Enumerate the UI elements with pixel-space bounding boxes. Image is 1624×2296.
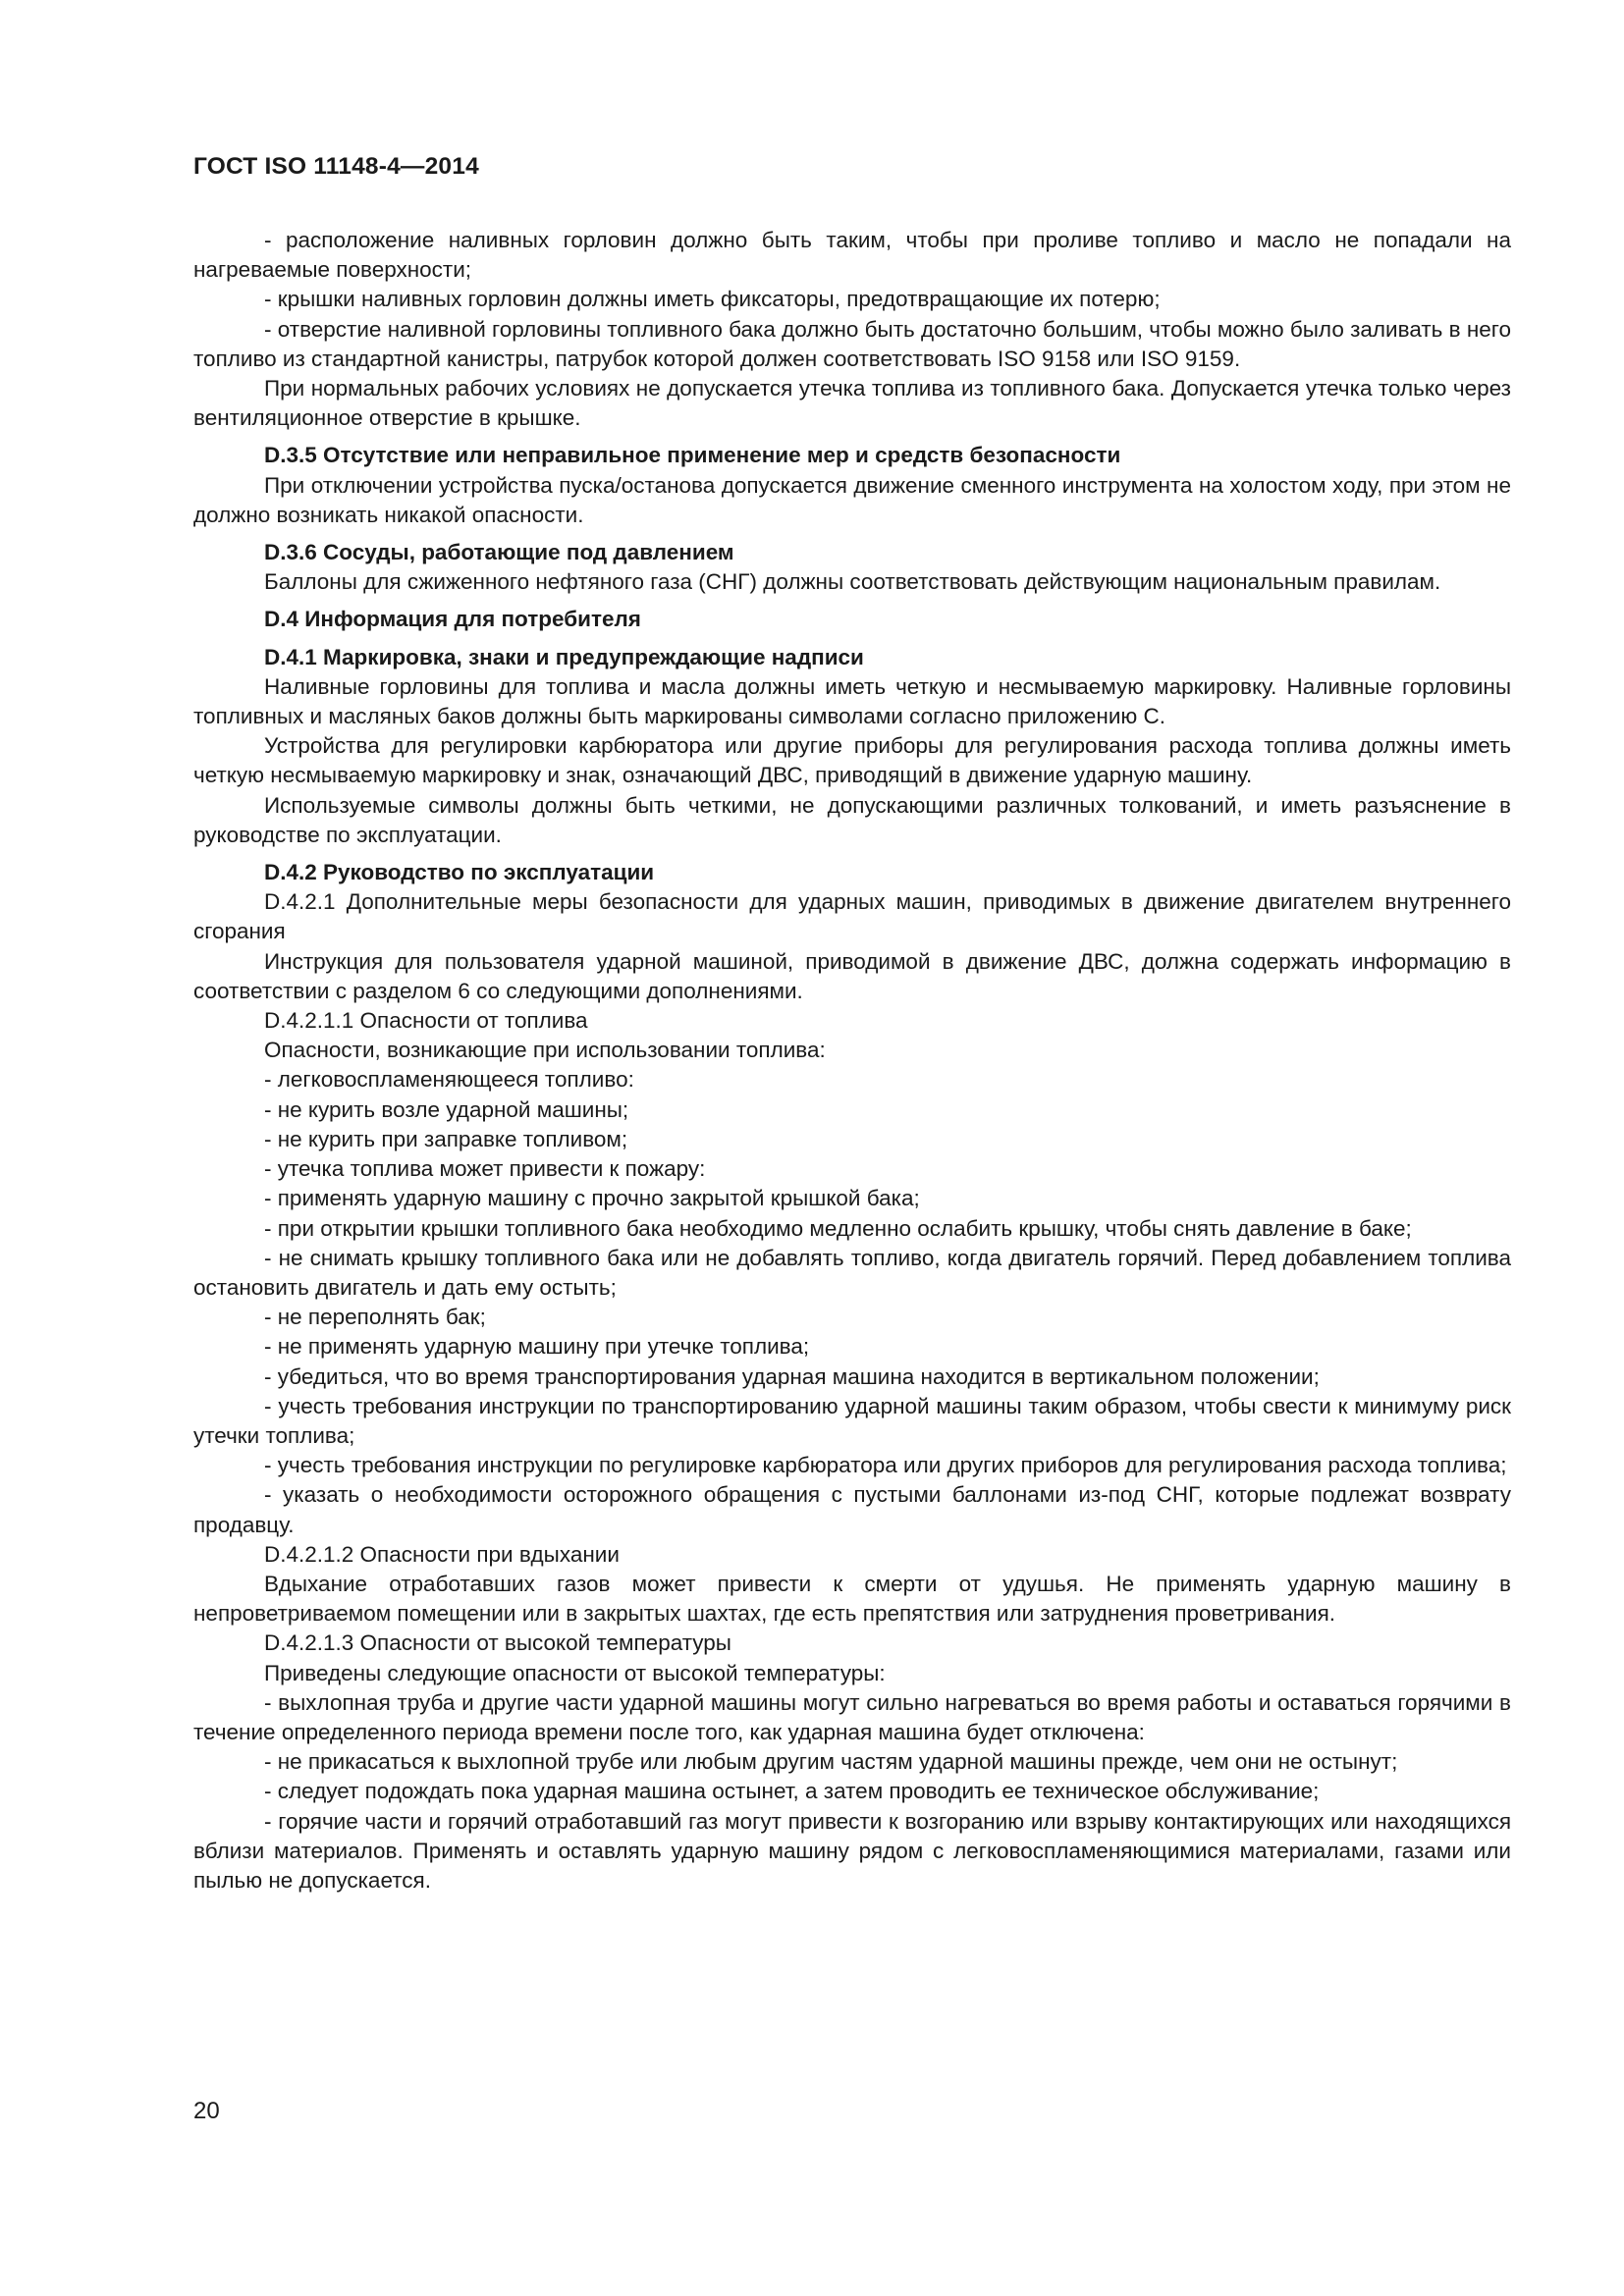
paragraph: При отключении устройства пуска/останова допускается движение сменного инструмента на холостом ходу, при этом не должно возникать никакой опасности. <box>193 472 1511 527</box>
section-heading: D.4.2 Руководство по эксплуатации <box>264 860 655 885</box>
section-heading: D.4.1 Маркировка, знаки и предупреждающие надписи <box>264 644 864 669</box>
page-number: 20 <box>193 2098 220 2124</box>
list-item: - не курить при заправке топливом; <box>264 1126 628 1151</box>
list-item: - не прикасаться к выхлопной трубе или любым другим частям ударной машины прежде, чем они не остынут; <box>264 1749 1398 1775</box>
list-item: - следует подождать пока ударная машина остынет, а затем проводить ее техническое обслуживание; <box>264 1779 1320 1804</box>
list-item: - учесть требования инструкции по регулировке карбюратора или других приборов для регулирования расхода топлива; <box>264 1453 1507 1478</box>
paragraph: - крышки наливных горловин должны иметь фиксаторы, предотвращающие их потерю; <box>264 287 1161 312</box>
paragraph: - расположение наливных горловин должно быть таким, чтобы при проливе топливо и масло не попадали на нагреваемые поверхности; <box>193 228 1511 283</box>
document-body <box>193 226 1511 1896</box>
paragraph: При нормальных рабочих условиях не допускается утечка топлива из топливного бака. Допускается утечка только через вентиляционное отверстие в крышке. <box>193 376 1511 431</box>
list-item: - убедиться, что во время транспортирования ударная машина находится в вертикальном положении; <box>264 1363 1320 1389</box>
list-item: - выхлопная труба и другие части ударной машины могут сильно нагреваться во время работы и оставаться горячими в течение определенного периода времени после того, как ударная машина будет отключена: <box>193 1689 1511 1744</box>
list-item: - горячие части и горячий отработавший газ могут привести к возгоранию или взрыву контактирующих или находящихся вблизи материалов. Применять и оставлять ударную машину рядом с легковоспламеняющимися материалами, газами или пылью не допускается. <box>193 1808 1511 1893</box>
paragraph: Опасности, возникающие при использовании топлива: <box>264 1038 826 1063</box>
paragraph: Наливные горловины для топлива и масла должны иметь четкую и несмываемую маркировку. Наливные горловины топливных и масляных баков должны быть маркированы символами согласно приложению С. <box>193 673 1511 729</box>
list-item: - утечка топлива может привести к пожару: <box>264 1156 706 1182</box>
section-heading: D.3.5 Отсутствие или неправильное применение мер и средств безопасности <box>264 443 1121 468</box>
section-heading: D.4 Информация для потребителя <box>264 607 641 632</box>
list-item: - при открытии крышки топливного бака необходимо медленно ослабить крышку, чтобы снять давление в баке; <box>264 1215 1412 1241</box>
list-item: - не применять ударную машину при утечке топлива; <box>264 1334 810 1360</box>
paragraph: Вдыхание отработавших газов может привести к смерти от удушья. Не применять ударную машину в непроветриваемом помещении или в закрытых шахтах, где есть препятствия или затруднения проветривания. <box>193 1571 1511 1627</box>
list-item: - не курить возле ударной машины; <box>264 1096 629 1122</box>
paragraph: D.4.2.1.2 Опасности при вдыхании <box>264 1541 620 1567</box>
paragraph: D.4.2.1.3 Опасности от высокой температуры <box>264 1630 731 1656</box>
paragraph: Инструкция для пользователя ударной машиной, приводимой в движение ДВС, должна содержать информацию в соответствии с разделом 6 со следующими дополнениями. <box>193 948 1511 1003</box>
paragraph: D.4.2.1.1 Опасности от топлива <box>264 1008 588 1034</box>
paragraph: Баллоны для сжиженного нефтяного газа (СНГ) должны соответствовать действующим национальным правилам. <box>264 569 1441 595</box>
list-item: - не переполнять бак; <box>264 1305 486 1330</box>
section-heading: D.3.6 Сосуды, работающие под давлением <box>264 540 734 565</box>
document-header: ГОСТ ISO 11148-4—2014 <box>193 153 479 180</box>
list-item: - не снимать крышку топливного бака или не добавлять топливо, когда двигатель горячий. Перед добавлением топлива остановить двигатель и дать ему остыть; <box>193 1245 1511 1300</box>
list-item: - указать о необходимости осторожного обращения с пустыми баллонами из-под СНГ, которые подлежат возврату продавцу. <box>193 1482 1511 1537</box>
paragraph: D.4.2.1 Дополнительные меры безопасности для ударных машин, приводимых в движение двигателем внутреннего сгорания <box>193 889 1511 944</box>
paragraph: Приведены следующие опасности от высокой температуры: <box>264 1660 886 1685</box>
list-item: - применять ударную машину с прочно закрытой крышкой бака; <box>264 1186 920 1211</box>
list-item: - легковоспламеняющееся топливо: <box>264 1067 634 1093</box>
list-item: - учесть требования инструкции по транспортированию ударной машины таким образом, чтобы свести к минимуму риск утечки топлива; <box>193 1393 1511 1448</box>
paragraph: Используемые символы должны быть четкими, не допускающими различных толкований, и иметь разъяснение в руководстве по эксплуатации. <box>193 792 1511 847</box>
paragraph: - отверстие наливной горловины топливного бака должно быть достаточно большим, чтобы можно было заливать в него топливо из стандартной канистры, патрубок которой должен соответствовать ISO 9158 или ISO 9159. <box>193 316 1511 371</box>
paragraph: Устройства для регулировки карбюратора или другие приборы для регулирования расхода топлива должны иметь четкую несмываемую маркировку и знак, означающий ДВС, приводящий в движение ударную машину. <box>193 733 1511 788</box>
